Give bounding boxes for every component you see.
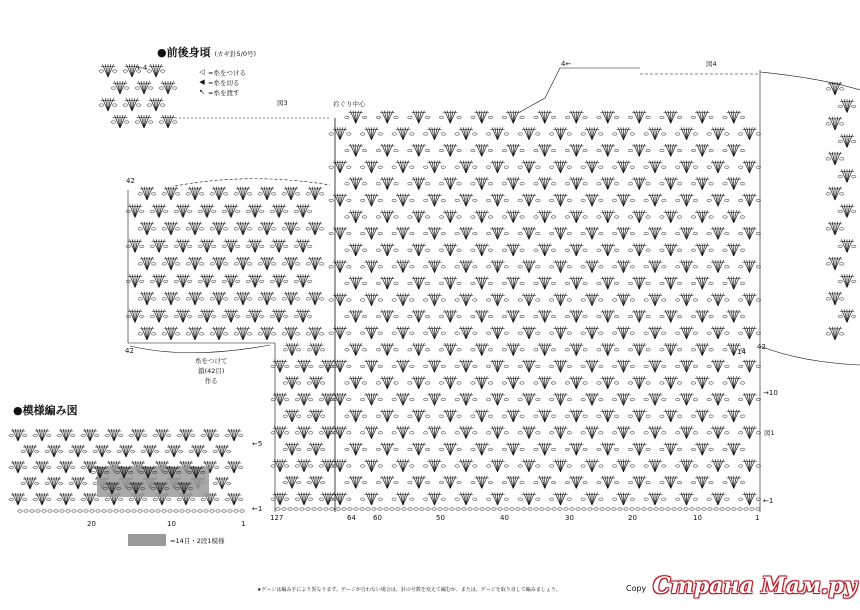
main-title-text: ●前後身頃 [157,46,211,59]
pattern-scale-1: 1 [241,520,246,528]
scale-1: 1 [755,514,760,522]
scale-60: 60 [373,514,382,522]
fig3-label: 図3 [277,99,288,107]
fig1-label: 図1 [764,429,775,437]
join-curve-right [760,346,860,365]
row-marker-1: ←1 [763,497,774,505]
row-marker-right-4: 4← [561,60,572,68]
pattern-legend-text: =14目・2段1模様 [170,537,225,545]
scale-30: 30 [565,514,574,522]
scale-127: 127 [270,514,284,522]
legend-cut-text: =糸を切る [208,78,240,87]
shoulder-edge-right [520,68,640,112]
pattern-scale-20: 20 [87,520,96,528]
scale-64: 64 [347,514,356,522]
join-note-line2: 鎖(42目) [198,367,225,375]
footnote: ★ゲージは編み手により異なります。ゲージが合わない場合は、針の号数を変えて編むか、または、ゲージを取り直して編みましょう。 [257,587,561,593]
attach-yarn-icon: ◁ [199,68,205,76]
row-marker-10: →10 [763,389,778,397]
side-number-left-42: 42 [125,347,134,355]
pattern-row-1: ←1 [252,505,263,513]
site-watermark: Страна Мам.ру [653,573,858,599]
cut-yarn-icon: ◀ [199,78,205,86]
side-number-right-42: 42 [757,343,766,351]
pattern-title: ●模様編み図 [13,404,78,417]
legend-attach-text: =糸をつける [208,68,246,77]
fig4-label: 図4 [706,60,717,68]
carry-yarn-icon: ↖ [199,88,205,96]
copyright-text: Copy [626,584,647,593]
join-curve-left [130,345,270,353]
pattern-scale-10: 10 [167,520,176,528]
join-note-line3: 作る [204,377,218,385]
scale-40: 40 [500,514,509,522]
seam-left-top [175,179,330,186]
row-marker-14: 14 [737,348,746,356]
side-number-top-42: 42 [126,177,135,185]
scale-10: 10 [693,514,702,522]
scale-20: 20 [628,514,637,522]
hook-note: (カギ針5/0号) [214,50,256,58]
side-curve-top [760,72,860,90]
scale-50: 50 [436,514,445,522]
collar-center-label: 衿ぐり中心 [333,100,366,108]
join-note-line1: 糸をつけて [195,357,228,365]
legend-carry-text: =糸を渡す [208,88,240,97]
row-marker-left-4: ←4 [137,64,148,72]
pattern-row-5: ←5 [252,440,263,448]
